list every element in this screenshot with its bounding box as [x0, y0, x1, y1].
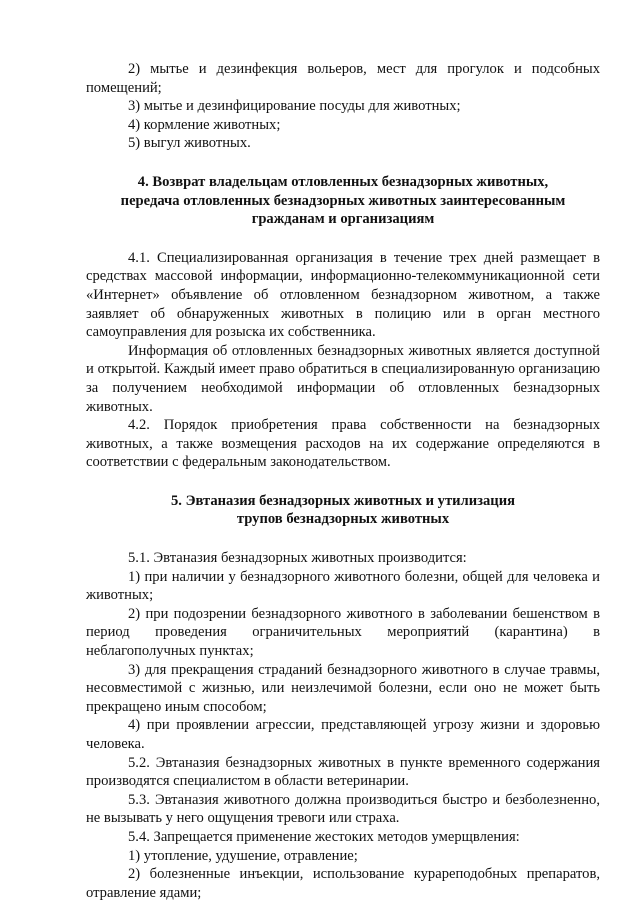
section-4-paragraph: 4.2. Порядок приобретения права собственности на безнадзорных животных, а также возмещения расходов на их содержание определяются в соответствии с федеральным законодательством.	[86, 417, 600, 471]
section-5-paragraph: 4) при проявлении агрессии, представляющей угрозу жизни и здоровью человека.	[86, 717, 600, 752]
intro-item-2: 2) мытье и дезинфекция вольеров, мест для прогулок и подсобных помещений;	[86, 61, 600, 96]
intro-item-5: 5) выгул животных.	[128, 135, 251, 152]
document-page	[86, 60, 600, 902]
section-5-paragraph: 3) для прекращения страданий безнадзорного животного в случае травмы, несовместимой с жизнью, или неизлечимой болезни, если оно не может быть прекращено иным способом;	[86, 661, 600, 715]
section-4-heading: 4. Возврат владельцам отловленных безнадзорных животных, передача отловленных безнадзорных животных заинтересованным гражданам и организациям	[120, 173, 566, 228]
section-4-paragraph: 4.1. Специализированная организация в течение трех дней размещает в средствах массовой информации, информационно-телекоммуникационной сети «Интернет» объявление об отловленном безнадзорном животном, а также заявляет об обнаруженных животных в полицию или в орган местного самоуправления для розыска их собственника.	[86, 249, 600, 341]
intro-item-3: 3) мытье и дезинфицирование посуды для животных;	[128, 98, 461, 115]
section-4-paragraph: Информация об отловленных безнадзорных животных является доступной и открытой. Каждый имеет право обратиться в специализированную организацию за получением необходимой информации об отловленных безнадзорных животных.	[86, 342, 600, 415]
section-5-heading: 5. Эвтаназия безнадзорных животных и утилизация трупов безнадзорных животных	[170, 492, 516, 528]
section-5-paragraph: 2) болезненные инъекции, использование курареподобных препаратов, отравление ядами;	[86, 866, 600, 901]
section-5-paragraph: 1) при наличии у безнадзорного животного болезни, общей для человека и животных;	[86, 568, 600, 604]
section-5-paragraph: 5.3. Эвтаназия животного должна производиться быстро и безболезненно, не вызывать у него ощущения тревоги или страха.	[86, 791, 600, 827]
section-5-paragraph: 5.4. Запрещается применение жестоких методов умерщвления:	[128, 828, 520, 845]
section-5-paragraph: 1) утопление, удушение, отравление;	[128, 847, 358, 864]
intro-item-4: 4) кормление животных;	[128, 116, 281, 133]
section-5-paragraph: 5.2. Эвтаназия безнадзорных животных в пункте временного содержания производятся специалистом в области ветеринарии.	[86, 754, 600, 790]
section-5-paragraph: 5.1. Эвтаназия безнадзорных животных производится:	[128, 550, 467, 567]
section-5-paragraph: 2) при подозрении безнадзорного животного в заболевании бешенством в период проведения ограничительных мероприятий (карантина) в неблагополучных пунктах;	[86, 605, 600, 660]
